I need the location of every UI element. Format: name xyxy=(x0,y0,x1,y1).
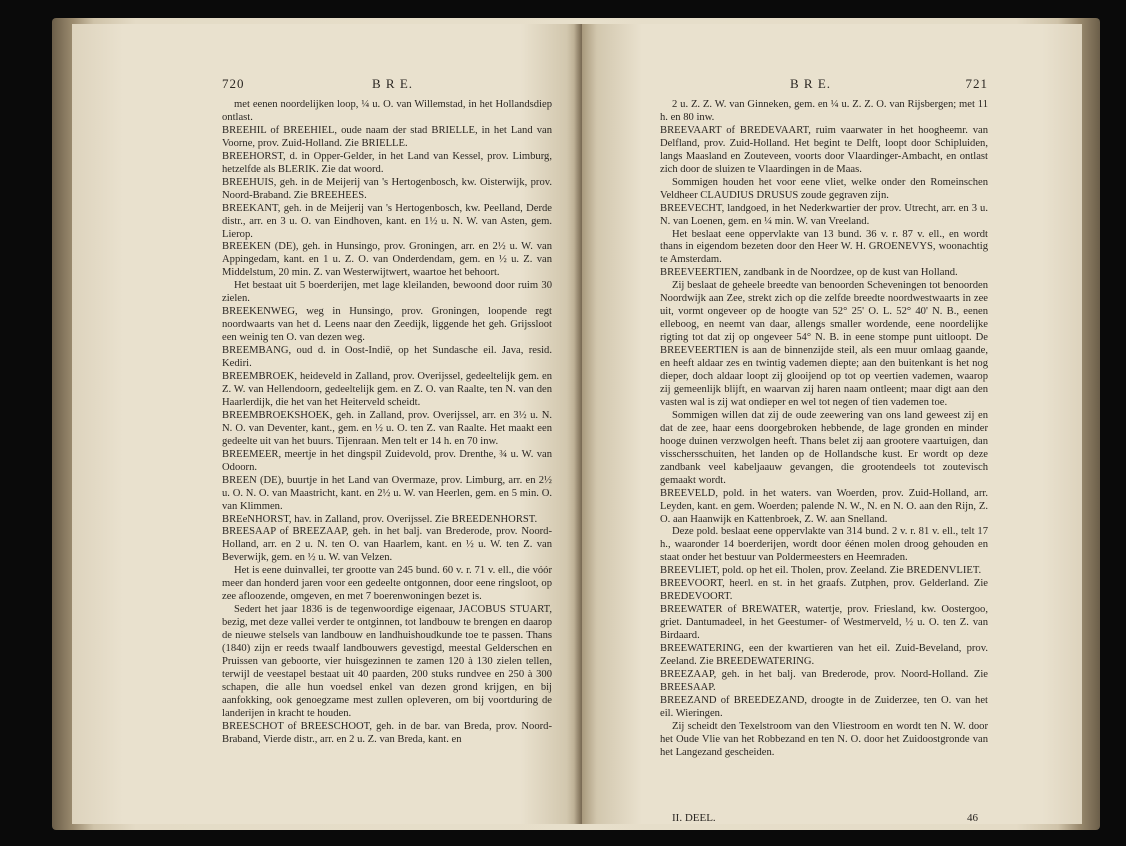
dictionary-entry: BREEWATER of BREWATER, watertje, prov. Friesland, kw. Oostergoo, griet. Dantumadeel, in het Geestumer- of Westmerveld, ½ u. O. ten Z. van Birdaard. xyxy=(660,604,988,642)
left-page-number: 720 xyxy=(222,76,245,91)
dictionary-entry: BREEVEERTIEN, zandbank in de Noordzee, op de kust van Holland. xyxy=(660,267,958,279)
dictionary-entry: BREEZAAP, geh. in het balj. van Brederode, prov. Noord-Holland. Zie BREESAAP. xyxy=(660,668,988,693)
dictionary-entry: BREEKANT, geh. in de Meijerij van 's Hertogenbosch, kw. Peelland, Derde distr., arr. en 3 u. O. van Eindhoven, kant. en 1½ u. N. W. van Asten, gem. Lierop. xyxy=(222,202,552,240)
dictionary-entry: BREEMBANG, oud d. in Oost-Indië, op het Sundasche eil. Java, resid. Kediri. xyxy=(222,345,552,370)
dictionary-entry: Deze pold. beslaat eene oppervlakte van 314 bund. 2 v. r. 81 v. ell., telt 17 h., waaronder 14 boerderijen, wordt door éénen molen droog gehouden en staat onder het bestuur van Poldermeesters en Heemraden. xyxy=(660,526,988,564)
dictionary-entry: BREEVAART of BREDEVAART, ruim vaarwater in het hoogheemr. van Delfland, prov. Zuid-Holland. Het begint te Delft, loopt door Schipluiden, langs Maasland en Zouteveen, voorts door Vlaardinger-Ambacht, en ontlast zich door de sluizen te Vlaardingen in de Maas. xyxy=(660,124,988,175)
dictionary-entry: BREEWATERING, een der kwartieren van het eil. Zuid-Beveland, prov. Zeeland. Zie BREEDEWATERING. xyxy=(660,643,988,667)
dictionary-entry: Het bestaat uit 5 boerderijen, met lage kleilanden, bewoond door ruim 30 zielen. xyxy=(222,280,552,305)
dictionary-entry: Sommigen houden het voor eene vliet, welke onder den Romeinschen Veldheer CLAUDIUS DRUSUS zoude gegraven zijn. xyxy=(660,176,988,201)
dictionary-entry: BREESAAP of BREEZAAP, geh. in het balj. van Brederode, prov. Noord-Holland, arr. en 2 u. N. ten O. van Haarlem, kant. en ½ u. W. ten Z. van Beverwijk, gem. en ½ u. W. van Velzen. xyxy=(222,526,552,564)
dictionary-entry: BREEVECHT, landgoed, in het Nederkwartier der prov. Utrecht, arr. en 3 u. N. van Loenen, gem. en ¼ min. W. van Vreeland. xyxy=(660,202,988,227)
dictionary-entry: Het beslaat eene oppervlakte van 13 bund. 36 v. r. 87 v. ell., en wordt thans in eigendom bezeten door den Heer W. H. GROENEVYS, woonachtig te Amsterdam. xyxy=(660,228,988,266)
left-page xyxy=(72,24,582,824)
dictionary-entry: BREEKENWEG, weg in Hunsingo, prov. Groningen, loopende regt noordwaarts van het d. Leens naar den Zeedijk, liggende het geh. Grijssloot een weinig ten O. van dezen weg. xyxy=(222,306,552,344)
dictionary-entry: BREEVLIET, pold. op het eil. Tholen, prov. Zeeland. Zie BREDENVLIET. xyxy=(660,565,982,577)
dictionary-entry: BREESCHOT of BREESCHOOT, geh. in de bar. van Breda, prov. Noord-Braband, Vierde distr., arr. en 2 u. Z. van Breda, kant. en xyxy=(222,720,552,745)
dictionary-entry: BREEMBROEK, heideveld in Zalland, prov. Overijssel, gedeeltelijk gem. en Z. W. van Hellendoorn, gedeeltelijk gem. en Z. O. van Raalte, ten N. van den Haarlerdijk, die het van het Heiterveld scheidt. xyxy=(222,371,552,408)
open-book xyxy=(52,18,1100,830)
dictionary-entry: met eenen noordelijken loop, ¼ u. O. van Willemstad, in het Hollandsdiep ontlast. xyxy=(222,99,552,123)
dictionary-entry: BREEZAND of BREEDEZAND, droogte in de Zuiderzee, ten O. van het eil. Wieringen. xyxy=(660,694,988,719)
right-page-number: 721 xyxy=(965,76,988,91)
catchword: 46 xyxy=(967,812,978,824)
right-page xyxy=(582,24,1082,824)
dictionary-entry: BREEVELD, pold. in het waters. van Woerden, prov. Zuid-Holland, arr. Leyden, kant. en gem. Woerden; palende N. W., N. en N. O. aan den Rijn, Z. O. aan Haanwijk en Kattenbroek, Z. W. aan Snelland. xyxy=(660,487,988,525)
dictionary-entry: BREeNHORST, hav. in Zalland, prov. Overijssel. Zie BREEDENHORST. xyxy=(222,513,538,525)
signature-mark: II. DEEL. xyxy=(672,812,716,824)
right-running-head: B R E. xyxy=(790,76,832,91)
dictionary-entry: Zij scheidt den Texelstroom van den Vliestroom en wordt ten N. W. door het Oude Vlie van het Robbezand en ten N. O. door het Zuidoostgronde van het Langezand gescheiden. xyxy=(660,720,988,758)
dictionary-entry: BREEHIL of BREEHIEL, oude naam der stad BRIELLE, in het Land van Voorne, prov. Zuid-Holland. Zie BRIELLE. xyxy=(222,124,552,149)
left-header xyxy=(222,76,552,92)
dictionary-entry: Sedert het jaar 1836 is de tegenwoordige eigenaar, JACOBUS STUART, bezig, met deze vallei verder te ontginnen, tot landbouw te brengen en daarop de nieuwe stelsels van landbouw en landhuishoudkunde toe te passen. Thans (1840) zijn er reeds twaalf landbouwers gevestigd, meestal Gelderschen en Pruissen van geboorte, vier huisgezinnen te zamen 120 à 130 zielen tellen, terwijl de veestapel bestaat uit 40 paarden, 200 stuks rundvee en 250 à 300 schapen, die alle hun voedsel enkel van dezen grond krijgen, en bij aanfokking, ook genoegzame mest zullen opleveren, om bij voortduring de landerijen in kracht te houden. xyxy=(222,604,552,719)
dictionary-entry: BREEHORST, d. in Opper-Gelder, in het Land van Kessel, prov. Limburg, hetzelfde als BLERIK. Zie dat woord. xyxy=(222,150,552,175)
dictionary-entry: BREEN (DE), buurtje in het Land van Overmaze, prov. Limburg, arr. en 2½ u. O. N. O. van Maastricht, kant. en 2½ u. W. van Heerlen, gem. en 5 min. O. van Klimmen. xyxy=(222,474,552,512)
dictionary-entry: BREEHUIS, geh. in de Meijerij van 's Hertogenbosch, kw. Oisterwijk, prov. Noord-Braband. Zie BREEHEES. xyxy=(222,176,552,201)
left-running-head: B R E. xyxy=(372,76,414,91)
dictionary-entry: Sommigen willen dat zij de oude zeewering van ons land geweest zij en dat de zee, haar eens doorgebroken hebbende, de lage gronden en minder hooge duinen verzwolgen heeft. Thans belet zij aan grootere vaartuigen, dan visschersschuiten, het landen op de Hollandsche kust. Er wordt op deze zandbank veel kabeljaauw gevangen, die grootendeels tot zoutevisch gemaakt wordt. xyxy=(660,409,988,486)
dictionary-entry: Zij beslaat de geheele breedte van benoorden Scheveningen tot benoorden Noordwijk aan Zee, strekt zich op die zelfde breedte noordwestwaarts in zee uit, vormt ongeveer op de hoogte van 52° 25' O. L. 52° 40' N. B., eenen elleboog, en neemt van daar, allengs smaller wordende, eene noordelijke rigting tot dat zij op ongeveer 54° N. B. in eene stompe punt uitloopt. De BREEVEERTIEN is aan de binnenzijde steil, als een muur omlaag gaande, en heeft aldaar zes en twintig vademen diepte; aan den buitenkant is het nog dieper, doch aldaar loopt zij glooijend op tot op veertien vademen, waarop zij gemeenlijk blijft, en waarvan zij haren naam ontleent; maar digt aan den vasten wal is zij wat ondieper en wel tot negen of tien vademen toe. xyxy=(660,280,988,408)
dictionary-entry: BREEKEN (DE), geh. in Hunsingo, prov. Groningen, arr. en 2½ u. W. van Appingedam, kant. en 1 u. Z. O. van Onderdendam, gem. en ½ u. Z. van Middelstum, 20 min. Z. van Westerwijtwert, waartoe het behoort. xyxy=(222,241,552,279)
left-body-text xyxy=(222,99,552,747)
dictionary-entry: 2 u. Z. Z. W. van Ginneken, gem. en ¼ u. Z. Z. O. van Rijsbergen; met 11 h. en 80 inw. xyxy=(660,99,988,123)
dictionary-entry: BREEMBROEKSHOEK, geh. in Zalland, prov. Overijssel, arr. en 3½ u. N. N. O. van Deventer, kant., gem. en ½ u. O. ten Z. van Raalte. Het maakt een gedeelte uit van het buurs. Tijenraan. Men telt er 14 h. en 70 inw. xyxy=(222,409,552,447)
right-body-text xyxy=(660,99,988,760)
dictionary-entry: BREEMEER, meertje in het dingspil Zuidevold, prov. Drenthe, ¾ u. W. van Odoorn. xyxy=(222,448,552,473)
dictionary-entry: Het is eene duinvallei, ter grootte van 245 bund. 60 v. r. 71 v. ell., die vóór meer dan honderd jaren voor een gedeelte ontgonnen, door eene ringsloot, op zee afloozende, omgeven, en met 7 boerenwoningen bezet is. xyxy=(222,565,552,603)
dictionary-entry: BREEVOORT, heerl. en st. in het graafs. Zutphen, prov. Gelderland. Zie BREDEVOORT. xyxy=(660,578,988,603)
